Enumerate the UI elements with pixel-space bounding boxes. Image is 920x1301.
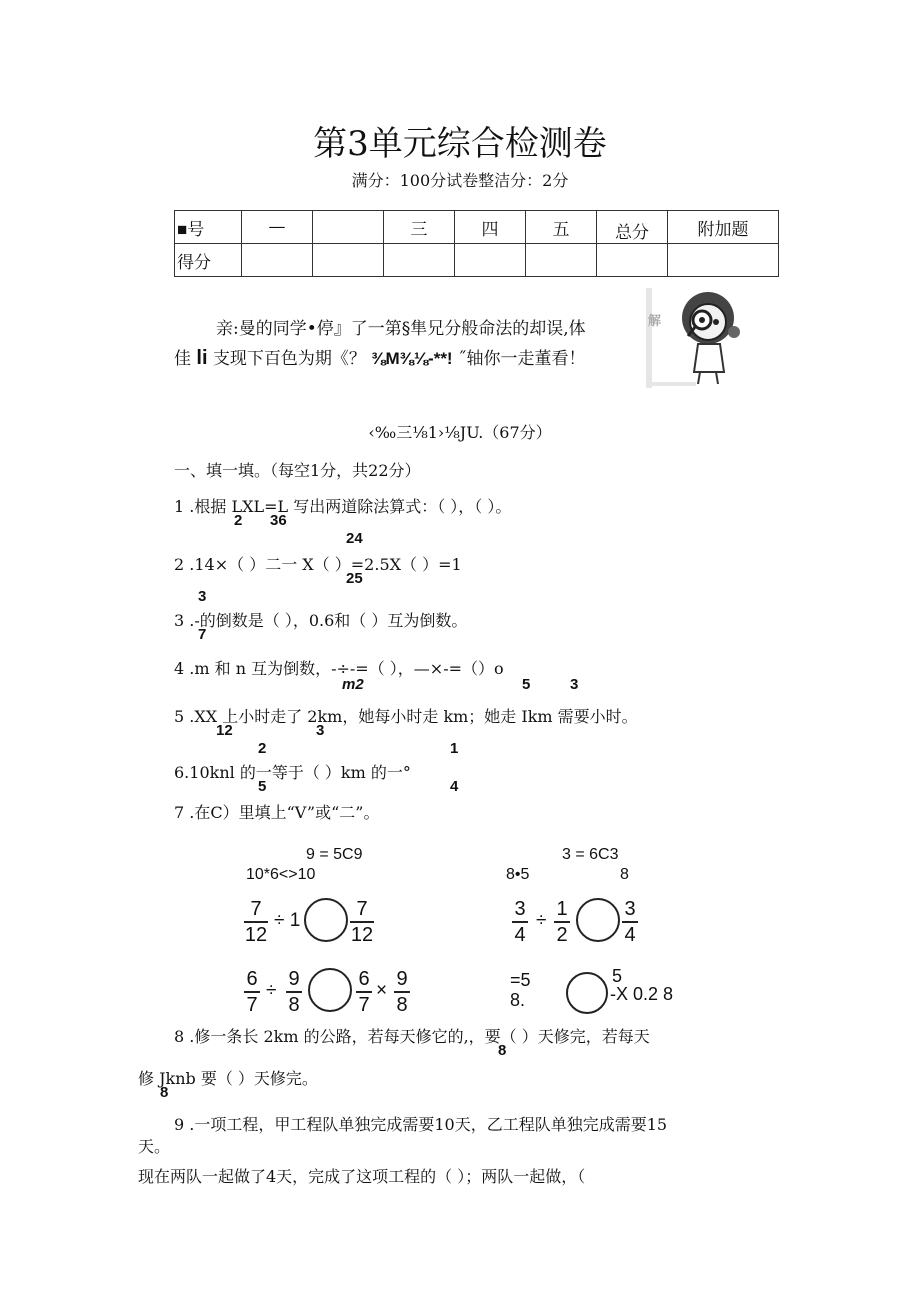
question-subscript: 25 (346, 570, 363, 587)
intro-text: ⅜M⅜⅛-**! (371, 349, 453, 368)
question-subscript: 3 (570, 676, 579, 693)
fraction (286, 968, 302, 1016)
score-table-header-row (175, 211, 779, 244)
page-title: 第3单元综合检测卷 (313, 124, 607, 164)
intro-line-2 (174, 344, 586, 370)
fraction (244, 968, 260, 1016)
score-table-cell: 得分 (175, 244, 242, 277)
compare-label: -X 0.2 8 (610, 984, 674, 1004)
question-2: 2 .14×（ ）二一 X（ ）=2.5X（ ）=1 (174, 555, 462, 574)
question-subscript: 8 (160, 1084, 169, 1101)
answer-circle[interactable] (566, 972, 608, 1014)
operator: × (376, 980, 388, 1001)
numerator: 1 (556, 898, 568, 920)
question-3: 3 .-的倒数是（ ），0.6和（ ）互为倒数。 (174, 611, 468, 630)
question-8: 8 .修一条长 2km 的公路，若每天修它的,，要（ ）天修完，若每天 (174, 1027, 650, 1046)
question-superscript: 3 (198, 588, 207, 605)
numerator: 3 (624, 898, 636, 920)
badge-label: 解 (648, 314, 662, 329)
numerator: 3 (514, 898, 526, 920)
mascot-illustration (646, 288, 750, 388)
question-6: 6.10knl 的一等于（ ）km 的一° (174, 763, 411, 782)
question-subscript: 3 (316, 722, 325, 739)
fraction (394, 968, 410, 1016)
score-table-score-row (175, 244, 779, 277)
compare-label: 3 = 6C3 (562, 846, 619, 863)
score-input-cell[interactable] (384, 244, 455, 277)
score-table-cell: 总分 (597, 211, 668, 244)
score-table-cell: — (242, 211, 313, 244)
question-superscript: 2 (258, 740, 267, 757)
question-subscript: 5 (522, 676, 531, 693)
score-table-cell (313, 211, 384, 244)
score-input-cell[interactable] (526, 244, 597, 277)
compare-label: 5 (612, 966, 623, 986)
question-superscript: 24 (346, 530, 363, 547)
denominator: 4 (624, 924, 636, 946)
score-table-cell: 三 (384, 211, 455, 244)
question-subscript: 36 (270, 512, 287, 529)
magnifier-girl-icon (646, 288, 750, 388)
denominator: 7 (246, 994, 258, 1016)
denominator: 2 (556, 924, 568, 946)
compare-label: 8. (510, 990, 526, 1010)
intro-text: 佳 (174, 349, 191, 369)
question-4: 4 .m 和 n 互为倒数，-÷-=（ ），—×-=（）o (174, 659, 504, 678)
question-9-cont: 现在两队一起做了4天，完成了这项工程的（ ）；两队一起做，（ (138, 1167, 586, 1186)
question-subscript: 4 (450, 778, 459, 795)
question-subscript: 7 (198, 626, 207, 643)
compare-label: 10*6<>10 (246, 866, 316, 883)
section-heading: ‹‰三⅛1›⅛JU.（67分） (368, 423, 552, 442)
compare-label: 8•5 (506, 866, 530, 883)
question-subscript: 5 (258, 778, 267, 795)
score-table-cell: ■号 (175, 211, 242, 244)
numerator: 9 (396, 968, 408, 990)
fraction (356, 968, 372, 1016)
page-subtitle: 满分：100分试卷整洁分：2分 (351, 171, 569, 190)
operator: ÷ (536, 910, 547, 931)
fraction (350, 898, 374, 946)
question-superscript: 1 (450, 740, 459, 757)
numerator: 9 (288, 968, 300, 990)
denominator: 12 (350, 924, 374, 946)
question-5: 5 .XX 上小时走了 2km，她每小时走 km；她走 Ikm 需要小时。 (174, 707, 638, 726)
compare-label: 8 (620, 866, 629, 883)
numerator: 6 (246, 968, 258, 990)
intro-text: li (196, 347, 208, 369)
compare-label: 9 = 5C9 (306, 846, 363, 863)
part-heading: 一、填一填。（每空1分，共22分） (174, 461, 421, 480)
score-input-cell[interactable] (597, 244, 668, 277)
operator: ÷ 1 (274, 910, 301, 931)
question-1: 1 .根据 LXL=L 写出两道除法算式：（ ），（ ）。 (174, 497, 512, 516)
score-input-cell[interactable] (242, 244, 313, 277)
denominator: 12 (244, 924, 268, 946)
denominator: 8 (288, 994, 300, 1016)
score-table-cell: 四 (455, 211, 526, 244)
operator: ÷ (266, 980, 277, 1001)
score-table-cell: 五 (526, 211, 597, 244)
fraction (554, 898, 570, 946)
answer-circle[interactable] (304, 898, 348, 942)
numerator: 7 (356, 898, 368, 920)
score-table-cell: 附加题 (668, 211, 779, 244)
denominator: 8 (396, 994, 408, 1016)
question-8-cont: 修 Jknb 要（ ）天修完。 (138, 1069, 318, 1088)
fraction (244, 898, 268, 946)
fraction (512, 898, 528, 946)
question-7: 7 .在C）里填上“V”或“二”。 (174, 803, 380, 822)
intro-line-1: 亲:曼的同学•停』了一第§隼兄分般命法的却误,体 (216, 319, 586, 339)
score-table (174, 210, 779, 277)
question-9: 9 .一项工程，甲工程队单独完成需要10天，乙工程队单独完成需要15 (174, 1115, 668, 1134)
compare-label: =5 (510, 970, 531, 990)
question-subscript: 8 (498, 1042, 507, 1059)
answer-circle[interactable] (576, 898, 620, 942)
denominator: 4 (514, 924, 526, 946)
question-subscript: 2 (234, 512, 243, 529)
question-9-cont: 天。 (138, 1137, 171, 1156)
numerator: 7 (250, 898, 262, 920)
score-input-cell[interactable] (313, 244, 384, 277)
intro-text: 支现下百色为期《？ (212, 349, 366, 369)
numerator: 6 (358, 968, 370, 990)
fraction (622, 898, 638, 946)
score-input-cell[interactable] (668, 244, 779, 277)
answer-circle[interactable] (308, 968, 352, 1012)
question-subscript: 12 (216, 722, 233, 739)
question-subscript: m2 (342, 676, 364, 693)
score-input-cell[interactable] (455, 244, 526, 277)
denominator: 7 (358, 994, 370, 1016)
intro-text: ˝轴你一走董看！ (458, 349, 586, 369)
